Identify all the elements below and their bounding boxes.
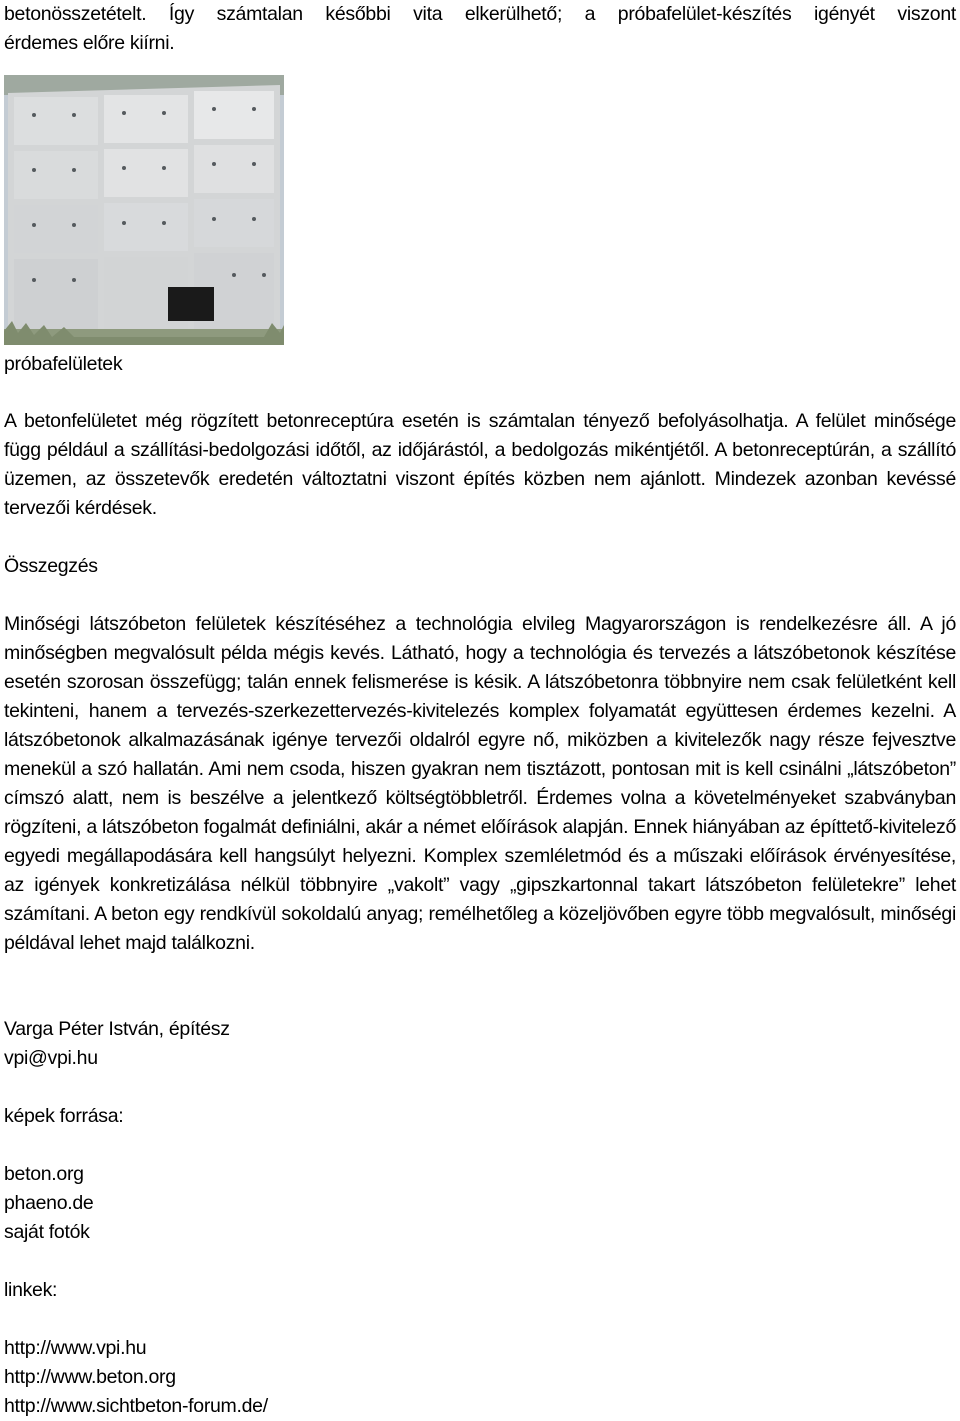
source-item: beton.org — [4, 1163, 84, 1185]
author-email[interactable]: vpi@vpi.hu — [4, 1047, 98, 1069]
link-vpi[interactable]: http://www.vpi.hu — [4, 1337, 147, 1359]
figure-caption-text: próbafelületek — [4, 353, 123, 375]
links-list — [4, 1334, 956, 1421]
intro-text — [4, 0, 956, 58]
intro-line-2: érdemes előre kiírni. — [4, 32, 175, 54]
link-sichtbeton-forum[interactable]: http://www.sichtbeton-forum.de/ — [4, 1395, 268, 1417]
intro-line-1: betonösszetételt. Így számtalan későbbi vita elkerülhető; a próbafelület-készítés igényét viszont — [4, 3, 956, 25]
paragraph-1 — [4, 407, 956, 523]
figure-caption — [4, 350, 956, 379]
source-item: saját fotók — [4, 1221, 90, 1243]
author-block — [4, 1015, 956, 1073]
concrete-test-wall-photo — [4, 75, 284, 345]
link-beton[interactable]: http://www.beton.org — [4, 1366, 176, 1388]
summary-heading: Összegzés — [4, 555, 98, 577]
links-block — [4, 1276, 956, 1305]
source-item: phaeno.de — [4, 1192, 94, 1214]
image-sources-block — [4, 1102, 956, 1131]
image-sources-heading: képek forrása: — [4, 1105, 124, 1127]
summary-body-text: Minőségi látszóbeton felületek készítéséhez a technológia elvileg Magyarországon is rendelkezésre áll. A jó minőségben megvalósult példa mégis kevés. Látható, hogy a technológia és tervezés a látszóbetonok készítése esetén szorosan összefügg; talán ennek felismerése is késik. A látszóbetonra többnyire nem csak felületként kell tekinteni, hanem a tervezés-szerkezettervezés-kivitelezés komplex folyamatát együttesen érdemes kezelni. A látszóbetonok alkalmazásának igénye tervezői oldalról egyre nő, miközben a kivitelezők nagy része fejvesztve menekül a szó hallatán. Ami nem csoda, hiszen gyakran nem tisztázott, pontosan mit is kell csinálni „látszóbeton” címszó alatt, nem is beszélve a jelentkező költségtöbbletről. Érdemes volna a követelményeket szabványban rögzíteni, a látszóbeton fogalmát definiálni, akár a német előírások alapján. Ennek hiányában az építtető-kivitelező egyedi megállapodására kell hangsúlyt helyezni. Komplex szemléletmód és a műszaki előírások érvényesítése, az igények konkretizálása nélkül többnyire „vakolt” vagy „gipszkartonnal takart látszóbeton felületekre” lehet számítani. A beton egy rendkívül sokoldalú anyag; remélhetőleg a közeljövőben egyre több megvalósult, minőségi példával lehet majd találkozni. — [4, 613, 956, 954]
paragraph-1-text: A betonfelületet még rögzített betonreceptúra esetén is számtalan tényező befolyásolhatja. A felület minősége függ például a szállítási-bedolgozási időtől, az időjárástól, a bedolgozás mikéntjétől. A betonreceptúrán, a szállító üzemen, az összetevők eredetén változtatni viszont építés közben nem ajánlott. Mindezek azonban kevéssé tervezői kérdések. — [4, 410, 956, 519]
image-sources-list — [4, 1160, 956, 1247]
links-heading: linkek: — [4, 1279, 58, 1301]
author-name: Varga Péter István, építész — [4, 1018, 230, 1040]
summary-body — [4, 610, 956, 958]
summary-section — [4, 552, 956, 581]
